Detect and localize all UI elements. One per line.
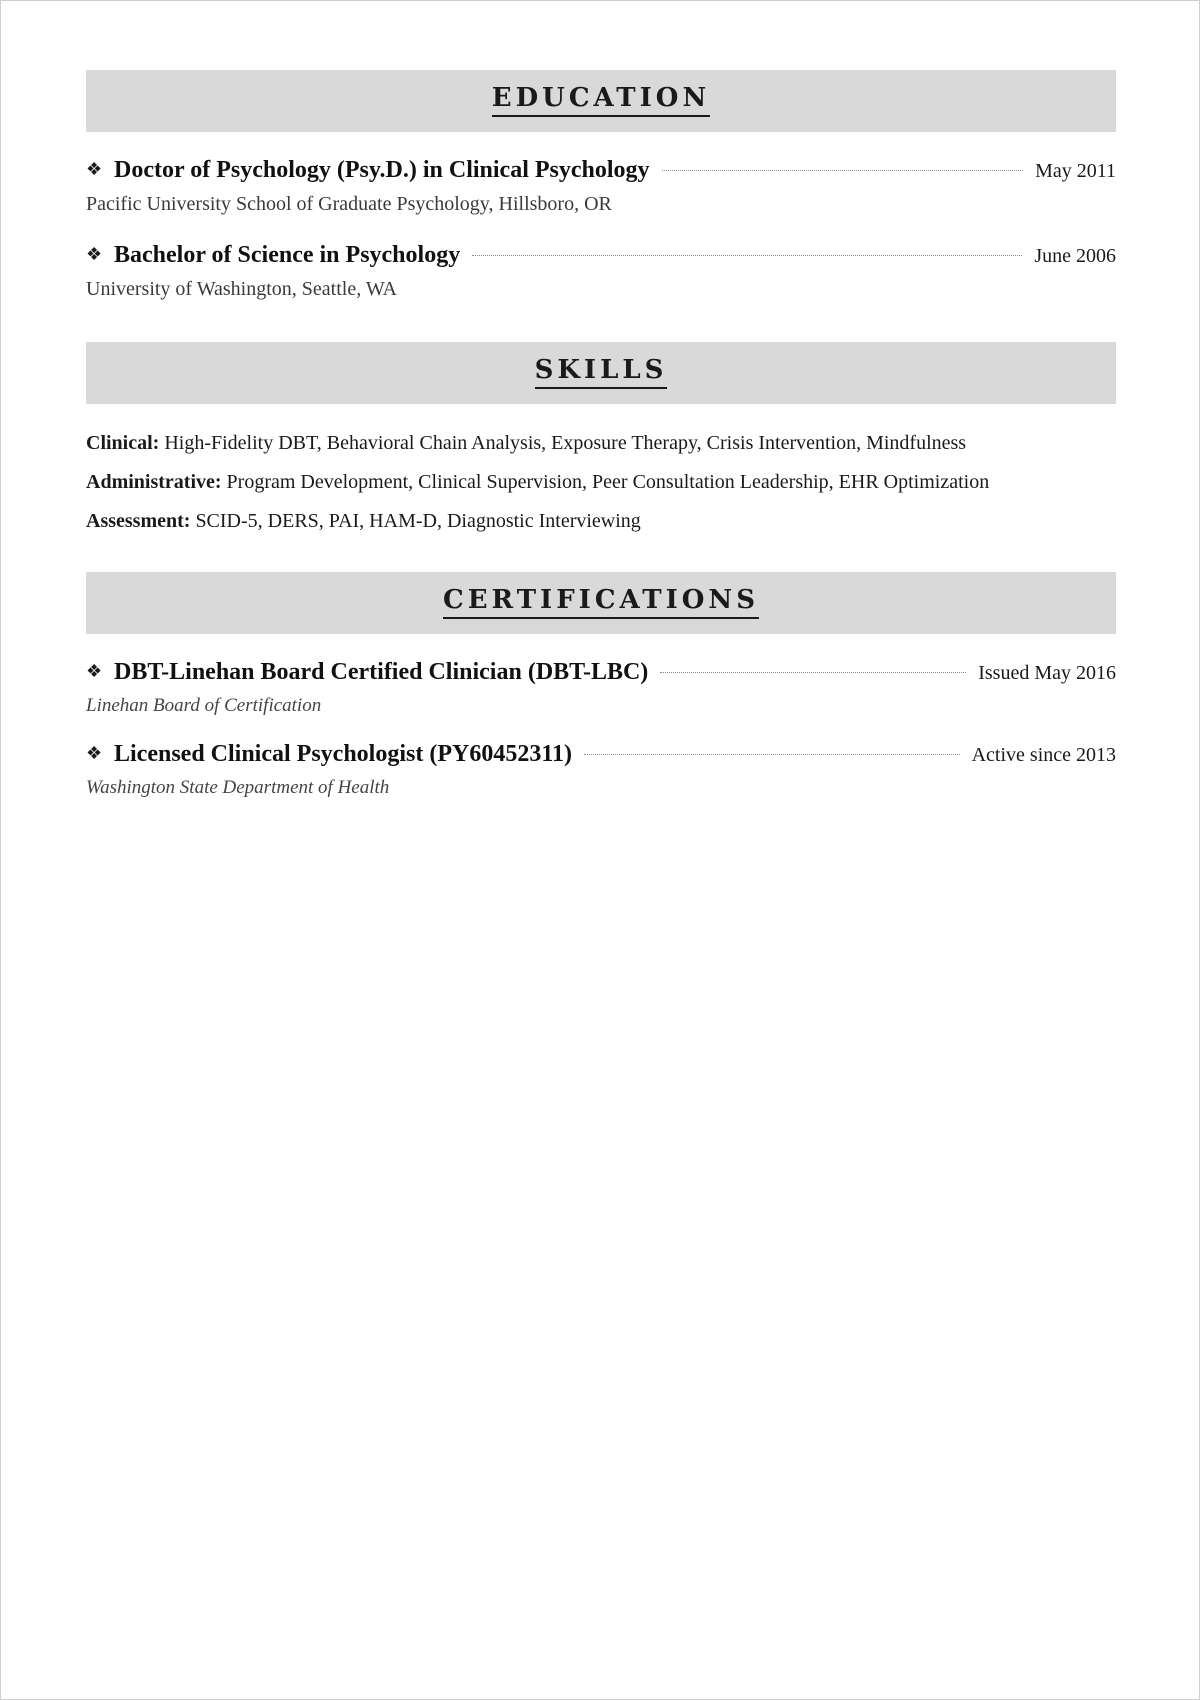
skill-label: Assessment: <box>86 510 191 532</box>
certification-date: Active since 2013 <box>971 744 1116 766</box>
skill-label: Clinical: <box>86 432 160 454</box>
school-name: Pacific University School of Graduate Psychology, Hillsboro, OR <box>86 193 612 215</box>
degree-date: June 2006 <box>1034 245 1116 267</box>
skill-line <box>86 469 1116 495</box>
diamond-bullet-icon: ❖ <box>86 743 103 763</box>
skill-line <box>86 430 1116 456</box>
certification-date: Issued May 2016 <box>978 662 1116 684</box>
school-name: University of Washington, Seattle, WA <box>86 278 397 300</box>
certification-entry <box>86 741 1116 801</box>
skills-list <box>86 430 1116 534</box>
skill-line <box>86 508 1116 534</box>
certification-issuer: Linehan Board of Certification <box>86 695 322 716</box>
education-entry-line <box>86 242 1116 274</box>
degree-title: Doctor of Psychology (Psy.D.) in Clinical Psychology <box>114 157 650 183</box>
certifications-section-title: CERTIFICATIONS <box>443 587 759 618</box>
education-section-header <box>86 70 1116 132</box>
diamond-bullet-icon: ❖ <box>86 661 103 681</box>
education-entry <box>86 157 1116 217</box>
dotted-leader <box>660 672 966 673</box>
dotted-leader <box>472 255 1022 256</box>
resume-content <box>86 70 1116 801</box>
education-section-title: EDUCATION <box>492 85 710 116</box>
certification-entry-line <box>86 741 1116 773</box>
certification-entry <box>86 659 1116 719</box>
skill-value: High-Fidelity DBT, Behavioral Chain Analysis, Exposure Therapy, Crisis Intervention, Mindfulness <box>164 432 967 454</box>
dotted-leader <box>584 754 960 755</box>
skill-value: SCID-5, DERS, PAI, HAM-D, Diagnostic Interviewing <box>195 510 641 532</box>
certifications-section-header <box>86 572 1116 634</box>
certification-issuer: Washington State Department of Health <box>86 777 390 798</box>
skill-label: Administrative: <box>86 471 222 493</box>
education-entry-line <box>86 157 1116 189</box>
certification-name: Licensed Clinical Psychologist (PY60452311) <box>114 741 572 767</box>
diamond-bullet-icon: ❖ <box>86 244 103 264</box>
certification-name: DBT-Linehan Board Certified Clinician (DBT-LBC) <box>114 659 649 685</box>
diamond-bullet-icon: ❖ <box>86 159 103 179</box>
dotted-leader <box>662 170 1024 171</box>
degree-title: Bachelor of Science in Psychology <box>114 242 461 268</box>
skills-section-title: SKILLS <box>535 357 668 388</box>
skills-section-header <box>86 342 1116 404</box>
certification-entry-line <box>86 659 1116 691</box>
skill-value: Program Development, Clinical Supervision, Peer Consultation Leadership, EHR Optimization <box>226 471 990 493</box>
degree-date: May 2011 <box>1035 160 1116 182</box>
education-entry <box>86 242 1116 302</box>
